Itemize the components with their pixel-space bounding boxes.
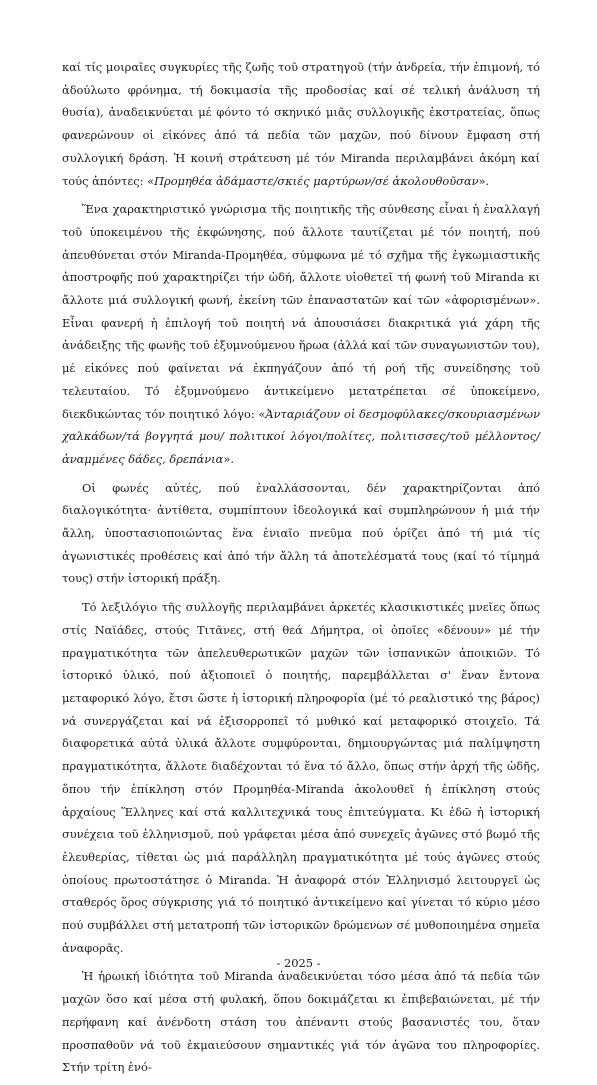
body-text: ». — [478, 173, 490, 188]
body-text: Οἱ φωνές αὐτές, πού ἐναλλάσσονται, δέν χαρακτηρίζονται ἀπό διαλογικότητα· ἀντίθετα, συμπίπτουν ἰδεολογικά καί συμπληρώνουν ἡ μιά τήν ἄλλη, ὑποστασιοποιώντας ἕνα ἑνιαῖο πνεῦμα πού ὁρίζει ἀπό τή μιά τίς ἀγωνιστικές προθέσεις καί ἀπό τήν ἄλλη τά ἀποτελέσματά τους (καί τό τίμημά τους) στήν ἱστορική πράξη. — [62, 480, 540, 586]
paragraph-2 — [62, 198, 540, 470]
paragraph-4 — [62, 596, 540, 959]
quoted-verse: Προμηθέα ἀδάμαστε/σκιές μαρτύρων/σέ ἀκολουθοῦσαν — [154, 173, 479, 188]
paragraph-3 — [62, 477, 540, 591]
page-number: - 2025 - — [276, 956, 321, 970]
paragraph-5 — [62, 965, 540, 1079]
page-body — [62, 56, 540, 1085]
body-text: ». — [223, 451, 234, 466]
body-text: καί τίς μοιραῖες συγκυρίες τῆς ζωῆς τοῦ στρατηγοῦ (τήν ἀνδρεία, τήν ἐπιμονή, τό ἀδούλωτο φρόνημα, τή δοκιμασία τῆς προδοσίας καί σέ τελική ἀνάλυση τή θυσία), ἀναδεικνύεται μέ φόντο τό σκηνικό μιᾶς συλλογικῆς ἐκστρατείας, ὅπως φανερώνουν οἱ εἰκόνες ἀπό τά πεδία τῶν μαχῶν, πού δίνουν ἔμφαση στή συλλογική δράση. Ἡ κοινή στράτευση μέ τόν Miranda περιλαμβάνει ἀκόμη καί τούς ἀπόντες: « — [62, 60, 540, 188]
quoted-verse: Ἀνταριάζουν οἱ δεσμοφύλακες/σκουριασμένων χαλκάδων/τά βογγητά μου/ πολιτικοί λόγοι/πολίτες, πολιτισσες/τοῦ μέλλοντος/ἀναμμένες δάδες, δρεπάνια — [62, 406, 540, 466]
body-text: Τό λεξιλόγιο τῆς συλλογῆς περιλαμβάνει ἀρκετές κλασικιστικές μνεῖες ὅπως στίς Ναϊάδες, στούς Τιτᾶνες, στή θεά Δήμητρα, οἱ ὁποῖες «δένουν» μέ τήν πραγματικότητα τῶν ἀπελευθερωτικῶν μαχῶν τῶν ἱσπανικῶν ἀποικιῶν. Τό ἱστορικό ὑλικό, πού ἀξιοποιεῖ ὁ ποιητής, παρεμβάλλεται σ' ἕναν ἔντονα μεταφορικό λόγο, ἔτσι ὥστε ἡ ἱστορική πληροφορία (μέ τό ρεαλιστικό της βάρος) νά συνεργάζεται καί νά ἐξισορροπεῖ τό μυθικό καί μεταφορικό στοιχεῖο. Τά διαφορετικά αὐτά ὑλικά ἄλλοτε συμφύρονται, δημιουργώντας μιά παλίμψηστη πραγματικότητα, ἄλλοτε διαδέχονται τό ἕνα τό ἄλλο, ὅπως στήν ἀρχή τῆς ὠδῆς, ὅπου τήν ἐπίκληση στόν Προμηθέα-Miranda ἀκολουθεῖ ἡ ἐπίκληση στούς ἀρχαίους Ἕλληνες καί στά καλλιτεχνικά τους ἐπιτεύγματα. Κι ἐδῶ ἡ ἱστορική συνέχεια τοῦ ἑλληνισμοῦ, πού γράφεται μέσα ἀπό συνεχεῖς ἀγῶνες στό βωμό τῆς ἐλευθερίας, τίθεται ὡς μιά παράλληλη πραγματικότητα μέ τούς ἀγῶνες στούς ὁποίους πρωτοστάτησε ὁ Miranda. Ἡ ἀναφορά στόν Ἑλληνισμό λειτουργεῖ ὡς σταθερός ὅρος σύγκρισης γιά τό ποιητικό ἀντικείμενο καί γίνεται τό κύριο μέσο πού συμβάλλει στή μετατροπή τῶν ἱστορικῶν δρώμενων σέ μυθοποιημένα σημεῖα ἀναφορᾶς. — [62, 600, 540, 955]
body-text: Ἡ ἡρωική ἰδιότητα τοῦ Miranda ἀναδεικνύεται τόσο μέσα ἀπό τά πεδία τῶν μαχῶν ὅσο καί μέσα στή φυλακή, ὅπου δοκιμάζεται κι ἐπιβεβαιώνεται, μέ τήν περήφανη καί ἀνένδοτη στάση του ἀπέναντι στούς βασανιστές του, ὅταν προσπαθοῦν νά τοῦ ἐκμαιεύσουν σημαντικές γιά τόν ἀγῶνα του πληροφορίες. Στήν τρίτη ἑνό- — [62, 969, 540, 1075]
paragraph-1 — [62, 56, 540, 192]
body-text: Ἕνα χαρακτηριστικό γνώρισμα τῆς ποιητικῆς τῆς σύνθεσης εἶναι ἡ ἐναλλαγή τοῦ ὑποκειμένου τῆς ἐκφώνησης, πού ἄλλοτε ταυτίζεται μέ τόν ποιητή, πού ἀπευθύνεται στόν Miranda-Προμηθέα, σύμφωνα μέ τό σχῆμα τῆς ἐγκωμιαστικῆς ἀποστροφῆς πού χαρακτηρίζει τήν ὠδή, ἄλλοτε υἱοθετεῖ τή φωνή τοῦ Miranda κι ἄλλοτε μιά συλλογική φωνή, ἐκείνη τῶν ἐπαναστατῶν καί τῶν «ἀφορισμένων». Εἶναι φανερή ἡ ἐπιλογή τοῦ ποιητή νά ἀπουσιάσει διακριτικά γιά χάρη τῆς ἀνάδειξης τῆς φωνῆς τοῦ ἐξυμνούμενου ἥρωα (ἀλλά καί τῶν συναγωνιστῶν του), μέ εἰκόνες πού φαίνεται νά ἐκπηγάζουν ἀπό τή ροή τῆς συνείδησης τοῦ τελευταίου. Τό ἐξυμνούμενο ἀντικείμενο μετατρέπεται σέ ὑποκείμενο, διεκδικώντας τόν ποιητικό λόγο: « — [62, 202, 540, 421]
